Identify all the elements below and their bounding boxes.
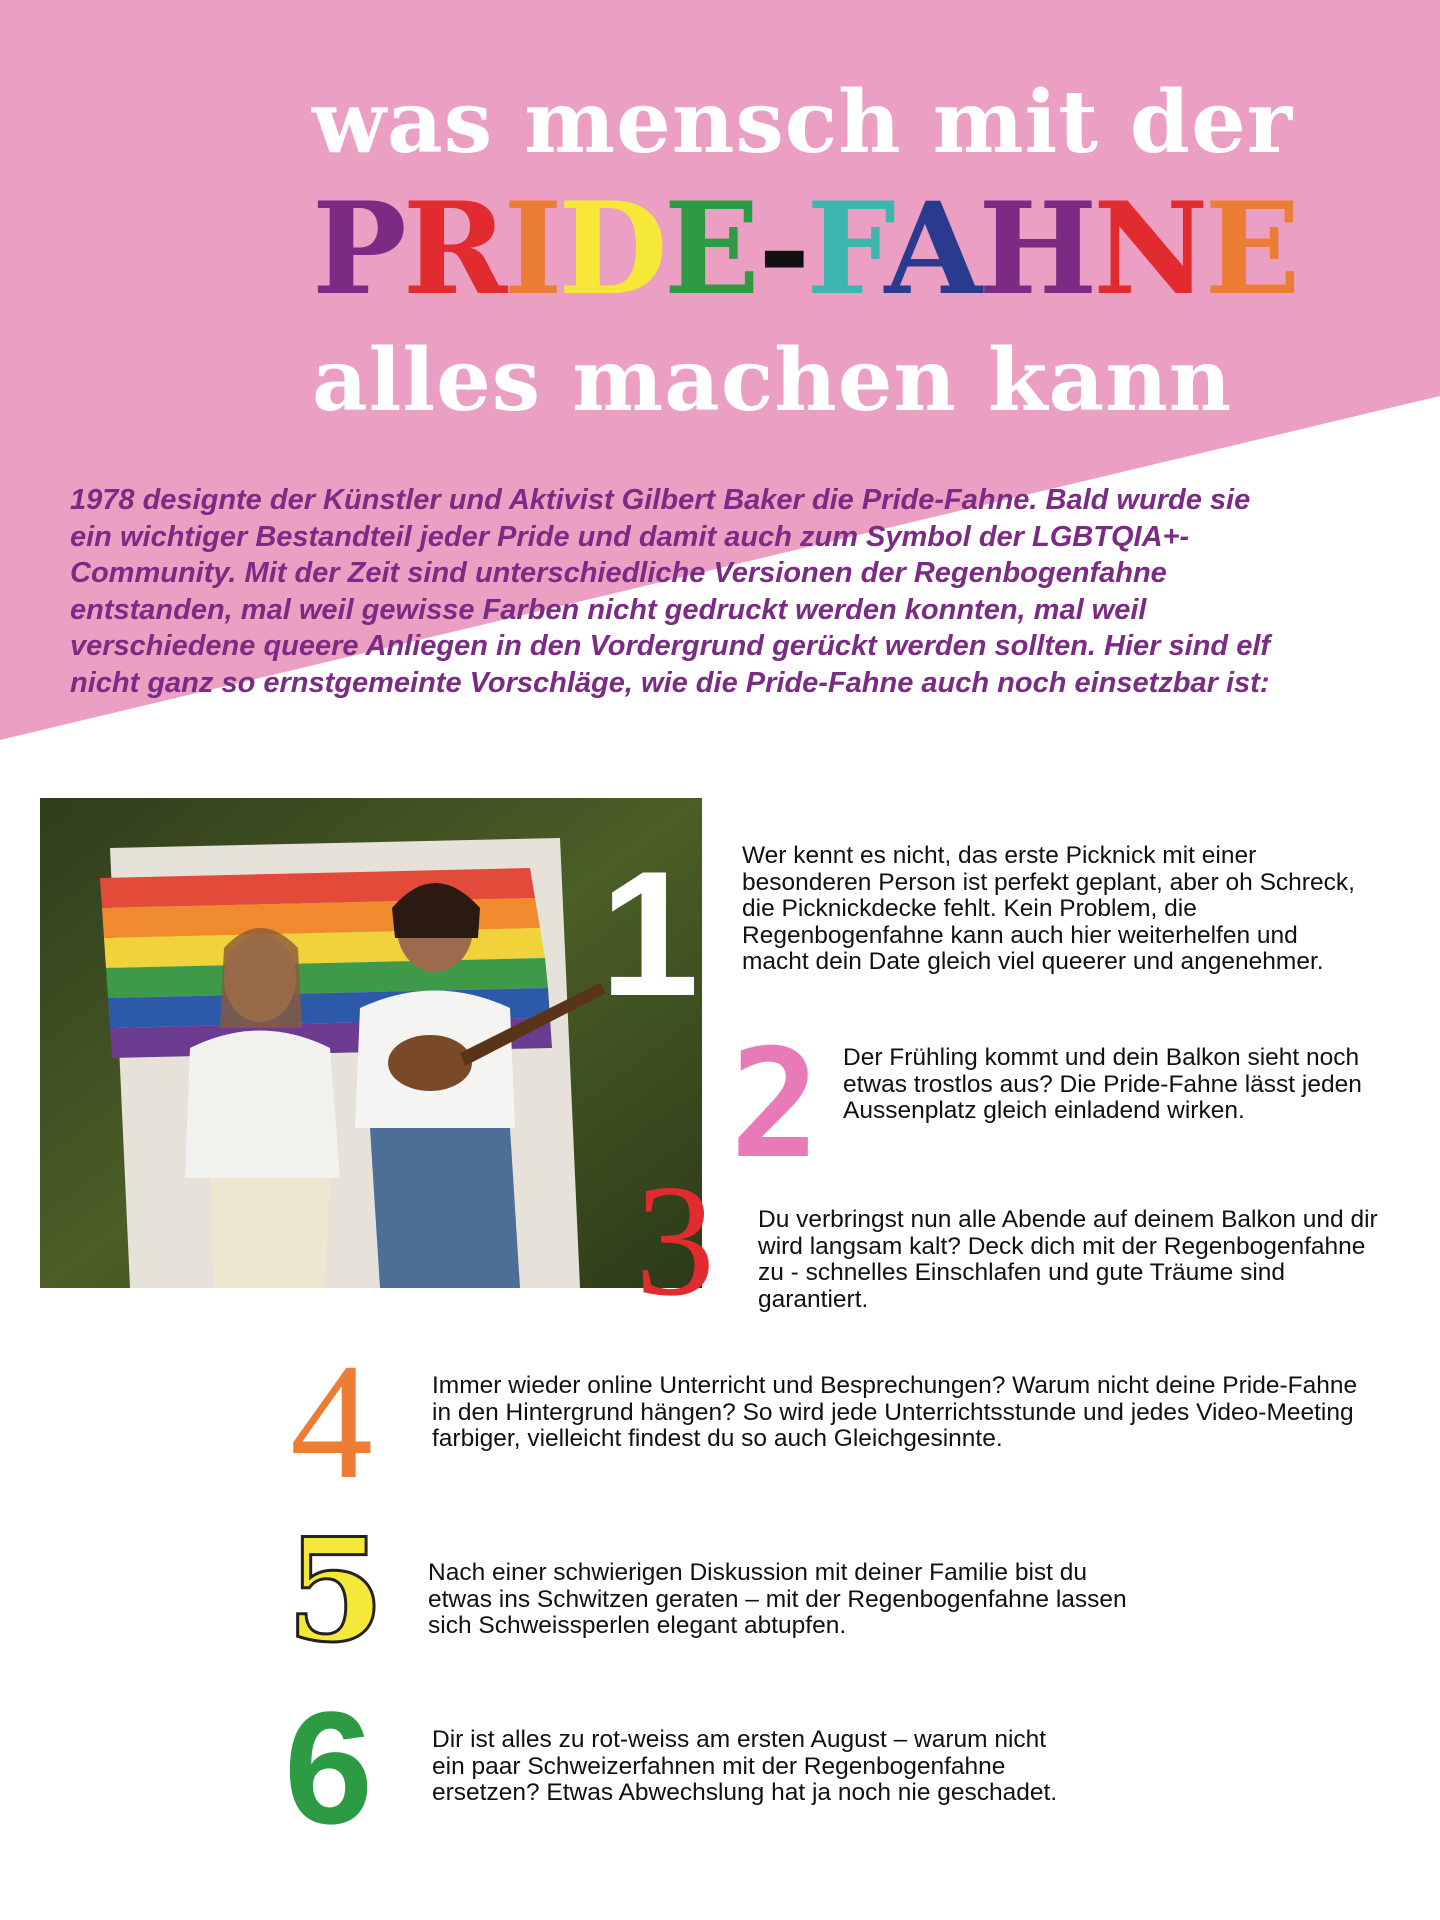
- title-letter: E: [1204, 175, 1297, 323]
- tip-text-1: Wer kennt es nicht, das erste Picknick mit einer besonderen Person ist perfekt geplant, aber oh Schreck, die Picknickdecke fehlt. Kein Problem, die Regenbogenfahne kann auch hier weiterhelfen und macht dein Date gleich viel queerer und angenehmer.: [742, 842, 1355, 975]
- tip-text-3: Du verbringst nun alle Abende auf deinem Balkon und dir wird langsam kalt? Deck dich mit der Regenbogenfahne zu - schnelles Einschlafen und gute Träume sind garantiert.: [758, 1206, 1378, 1313]
- title-letter: -: [758, 175, 807, 323]
- title-line-1: was mensch mit der: [312, 72, 1294, 173]
- tip-text-5: Nach einer schwierigen Diskussion mit deiner Familie bist du etwas ins Schwitzen geraten – mit der Regenbogenfahne lassen sich Schweissperlen elegant abtupfen.: [428, 1559, 1127, 1639]
- title-letter: R: [402, 175, 504, 323]
- title-letter: A: [884, 175, 979, 323]
- title-line-3: alles machen kann: [312, 330, 1233, 431]
- intro-paragraph: 1978 designte der Künstler und Aktivist Gilbert Baker die Pride-Fahne. Bald wurde sie ein wichtiger Bestandteil jeder Pride und damit auch zum Symbol der LGBTQIA+-Community. Mit der Zeit sind unterschiedliche Versionen der Regenbogenfahne entstanden, mal weil gewisse Farben nicht gedruckt werden konnten, mal weil verschiedene queere Anliegen in den Vordergrund gerückt werden sollten. Hier sind elf nicht ganz so ernstgemeinte Vorschläge, wie die Pride-Fahne auch noch einsetzbar ist:: [70, 484, 1271, 699]
- tip-number-4: 4: [290, 1329, 373, 1513]
- title-letter: N: [1093, 175, 1205, 323]
- title-pride-fahne: [312, 175, 1297, 323]
- title-letter: H: [978, 175, 1094, 323]
- tip-number-2: 2: [730, 1018, 821, 1192]
- tip-number-6: 6: [284, 1678, 373, 1857]
- tip-number-3: 3: [635, 1151, 715, 1329]
- tip-number-1: 1: [600, 834, 699, 1033]
- title-letter: P: [312, 175, 403, 323]
- title-letter: I: [503, 175, 559, 323]
- tip-text-2: Der Frühling kommt und dein Balkon sieht noch etwas trostlos aus? Die Pride-Fahne lässt jeden Aussenplatz gleich einladend wirken.: [843, 1044, 1362, 1124]
- tip-text-6: Dir ist alles zu rot-weiss am ersten August – warum nicht ein paar Schweizerfahnen mit der Regenbogenfahne ersetzen? Etwas Abwechslung hat ja noch nie geschadet.: [432, 1726, 1058, 1806]
- title-letter: D: [558, 175, 664, 323]
- tip-number-5: 5: [286, 1508, 385, 1674]
- title-letter: F: [806, 175, 885, 323]
- title-letter: E: [663, 175, 759, 323]
- tip-text-4: Immer wieder online Unterricht und Besprechungen? Warum nicht deine Pride-Fahne in den Hintergrund hängen? So wird jede Unterrichtsstunde und jedes Video-Meeting farbiger, vielleicht findest du so auch Gleichgesinnte.: [432, 1372, 1358, 1452]
